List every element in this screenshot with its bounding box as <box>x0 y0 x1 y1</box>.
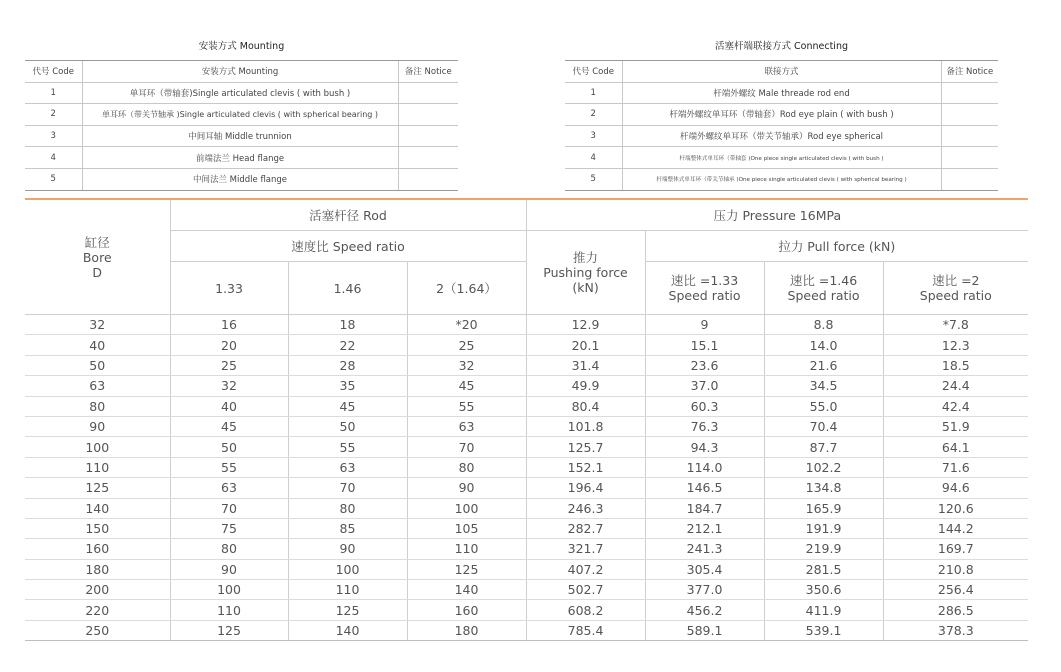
rod-146-cell: 80 <box>288 498 407 518</box>
table-row <box>25 478 1028 498</box>
rod-2-cell: 25 <box>407 335 526 355</box>
desc-cell: 中间法兰 Middle flange <box>82 168 398 190</box>
pull-2-cell: 12.3 <box>883 335 1028 355</box>
table-row <box>565 168 998 190</box>
pull-146-cell: 14.0 <box>764 335 883 355</box>
push-label-unit: (kN) <box>572 280 599 295</box>
pull-2-cell: 64.1 <box>883 437 1028 457</box>
table-row <box>565 104 998 126</box>
table-row <box>25 498 1028 518</box>
rod-146-cell: 100 <box>288 559 407 579</box>
push-label-cn: 推力 <box>573 250 599 265</box>
bore-cell: 250 <box>25 620 170 640</box>
rod-2-cell: 180 <box>407 620 526 640</box>
bore-label-cn: 缸径 <box>84 234 110 250</box>
pull-col-3-a: 速比 =2 <box>932 273 980 288</box>
push-cell: 20.1 <box>526 335 645 355</box>
pull-146-cell: 411.9 <box>764 600 883 620</box>
table-row <box>565 125 998 147</box>
table-row <box>25 518 1028 538</box>
desc-cell: 杆端整体式单耳环（带关节轴承 )One piece single articulated clevis ( with spherical bearing ) <box>622 168 941 190</box>
desc-cell: 单耳环（带关节轴承 )Single articulated clevis ( with spherical bearing ) <box>82 104 398 126</box>
rod-133-cell: 45 <box>170 416 288 436</box>
bore-cell: 125 <box>25 478 170 498</box>
pull-col-2 <box>764 262 883 315</box>
rod-133-cell: 32 <box>170 376 288 396</box>
pull-133-cell: 146.5 <box>645 478 764 498</box>
pull-col-3 <box>883 262 1028 315</box>
rod-133-cell: 63 <box>170 478 288 498</box>
rod-2-cell: 90 <box>407 478 526 498</box>
header-code: 代号 Code <box>25 61 82 83</box>
table-row <box>25 600 1028 620</box>
rod-133-cell: 90 <box>170 559 288 579</box>
desc-cell: 中间耳轴 Middle trunnion <box>82 125 398 147</box>
desc-cell: 杆端整体式单耳环（带轴套 )One piece single articulated clevis ( with bush ) <box>622 147 941 169</box>
rod-146-cell: 28 <box>288 355 407 375</box>
rod-2-cell: 45 <box>407 376 526 396</box>
pull-146-cell: 191.9 <box>764 518 883 538</box>
rod-146-cell: 110 <box>288 580 407 600</box>
pull-146-cell: 134.8 <box>764 478 883 498</box>
notice-cell <box>941 147 998 169</box>
rod-2-cell: 55 <box>407 396 526 416</box>
bore-cell: 80 <box>25 396 170 416</box>
rod-146-cell: 35 <box>288 376 407 396</box>
table-row <box>25 457 1028 477</box>
rod-2-cell: 125 <box>407 559 526 579</box>
code-cell: 1 <box>565 82 622 104</box>
notice-cell <box>398 104 458 126</box>
table-row <box>25 559 1028 579</box>
push-cell: 608.2 <box>526 600 645 620</box>
pull-146-cell: 102.2 <box>764 457 883 477</box>
pull-2-cell: 256.4 <box>883 580 1028 600</box>
notice-cell <box>398 168 458 190</box>
desc-cell: 杆端外螺纹单耳环（带轴套）Rod eye plain ( with bush ) <box>622 104 941 126</box>
ratio-col-1: 1.33 <box>170 262 288 315</box>
rod-2-cell: 32 <box>407 355 526 375</box>
rod-133-cell: 80 <box>170 539 288 559</box>
table-row <box>25 168 458 190</box>
pull-133-cell: 9 <box>645 315 764 335</box>
pull-146-cell: 55.0 <box>764 396 883 416</box>
table-row <box>25 82 458 104</box>
push-force-header <box>526 231 645 315</box>
pull-2-cell: 51.9 <box>883 416 1028 436</box>
desc-cell: 杆端外螺纹 Male threade rod end <box>622 82 941 104</box>
table-row <box>565 147 998 169</box>
pull-2-cell: 286.5 <box>883 600 1028 620</box>
notice-cell <box>398 125 458 147</box>
rod-146-cell: 70 <box>288 478 407 498</box>
pull-col-2-a: 速比 =1.46 <box>789 273 858 288</box>
header-code: 代号 Code <box>565 61 622 83</box>
pressure-table-body <box>25 315 1028 641</box>
pull-col-1 <box>645 262 764 315</box>
bore-cell: 100 <box>25 437 170 457</box>
header-mounting: 安装方式 Mounting <box>82 61 398 83</box>
pull-2-cell: 378.3 <box>883 620 1028 640</box>
bore-cell: 40 <box>25 335 170 355</box>
pull-col-3-b: Speed ratio <box>919 288 992 303</box>
notice-cell <box>941 125 998 147</box>
rod-146-cell: 140 <box>288 620 407 640</box>
desc-cell: 前端法兰 Head flange <box>82 147 398 169</box>
rod-2-cell: 100 <box>407 498 526 518</box>
rod-2-cell: 160 <box>407 600 526 620</box>
rod-133-cell: 70 <box>170 498 288 518</box>
push-cell: 125.7 <box>526 437 645 457</box>
rod-2-cell: 63 <box>407 416 526 436</box>
pull-133-cell: 60.3 <box>645 396 764 416</box>
code-cell: 3 <box>25 125 82 147</box>
table-row <box>565 82 998 104</box>
connecting-title: 活塞杆端联接方式 Connecting <box>715 41 848 52</box>
rod-133-cell: 20 <box>170 335 288 355</box>
rod-146-cell: 63 <box>288 457 407 477</box>
rod-133-cell: 125 <box>170 620 288 640</box>
code-cell: 2 <box>25 104 82 126</box>
bore-cell: 160 <box>25 539 170 559</box>
rod-146-cell: 125 <box>288 600 407 620</box>
table-row <box>25 437 1028 457</box>
bore-label-en: Bore <box>82 249 112 265</box>
rod-146-cell: 18 <box>288 315 407 335</box>
header-row-2 <box>25 231 1028 262</box>
table-row <box>25 580 1028 600</box>
push-cell: 80.4 <box>526 396 645 416</box>
bore-cell: 32 <box>25 315 170 335</box>
bore-cell: 140 <box>25 498 170 518</box>
table-row <box>25 315 1028 335</box>
rod-146-cell: 50 <box>288 416 407 436</box>
bore-label-d: D <box>92 264 103 280</box>
ratio-col-3: 2（1.64） <box>407 262 526 315</box>
pull-146-cell: 8.8 <box>764 315 883 335</box>
pull-133-cell: 184.7 <box>645 498 764 518</box>
rod-133-cell: 50 <box>170 437 288 457</box>
pull-146-cell: 70.4 <box>764 416 883 436</box>
code-cell: 5 <box>565 168 622 190</box>
table-row <box>25 147 458 169</box>
pull-146-cell: 350.6 <box>764 580 883 600</box>
bore-cell: 90 <box>25 416 170 436</box>
code-cell: 4 <box>25 147 82 169</box>
pull-146-cell: 87.7 <box>764 437 883 457</box>
header-notice: 备注 Notice <box>398 61 458 83</box>
pull-col-1-a: 速比 =1.33 <box>670 273 739 288</box>
push-cell: 31.4 <box>526 355 645 375</box>
code-cell: 1 <box>25 82 82 104</box>
pull-133-cell: 456.2 <box>645 600 764 620</box>
rod-146-cell: 90 <box>288 539 407 559</box>
pull-col-2-b: Speed ratio <box>787 288 860 303</box>
push-cell: 502.7 <box>526 580 645 600</box>
push-cell: 246.3 <box>526 498 645 518</box>
push-cell: 196.4 <box>526 478 645 498</box>
rod-133-cell: 16 <box>170 315 288 335</box>
table-row <box>25 355 1028 375</box>
rod-2-cell: 140 <box>407 580 526 600</box>
pull-146-cell: 34.5 <box>764 376 883 396</box>
code-cell: 2 <box>565 104 622 126</box>
rod-133-cell: 110 <box>170 600 288 620</box>
push-cell: 407.2 <box>526 559 645 579</box>
push-label-en: Pushing force <box>543 265 628 280</box>
desc-cell: 杆端外螺纹单耳环（带关节轴承）Rod eye spherical <box>622 125 941 147</box>
pull-133-cell: 241.3 <box>645 539 764 559</box>
pull-133-cell: 212.1 <box>645 518 764 538</box>
rod-133-cell: 100 <box>170 580 288 600</box>
rod-2-cell: 110 <box>407 539 526 559</box>
pressure-header: 压力 Pressure 16MPa <box>526 199 1028 231</box>
bore-header <box>25 199 170 315</box>
table-row <box>25 416 1028 436</box>
pull-col-1-b: Speed ratio <box>668 288 741 303</box>
pull-133-cell: 37.0 <box>645 376 764 396</box>
pull-force-header: 拉力 Pull force (kN) <box>645 231 1028 262</box>
push-cell: 152.1 <box>526 457 645 477</box>
rod-2-cell: 70 <box>407 437 526 457</box>
rod-2-cell: *20 <box>407 315 526 335</box>
header-notice: 备注 Notice <box>941 61 998 83</box>
rod-2-cell: 105 <box>407 518 526 538</box>
pull-2-cell: 144.2 <box>883 518 1028 538</box>
table-row <box>25 396 1028 416</box>
pull-2-cell: 94.6 <box>883 478 1028 498</box>
table-row <box>25 335 1028 355</box>
connecting-table <box>565 60 998 191</box>
bore-cell: 110 <box>25 457 170 477</box>
rod-133-cell: 25 <box>170 355 288 375</box>
pull-2-cell: 42.4 <box>883 396 1028 416</box>
speed-ratio-header: 速度比 Speed ratio <box>170 231 526 262</box>
rod-133-cell: 75 <box>170 518 288 538</box>
pull-146-cell: 165.9 <box>764 498 883 518</box>
bore-cell: 63 <box>25 376 170 396</box>
bore-cell: 50 <box>25 355 170 375</box>
rod-133-cell: 55 <box>170 457 288 477</box>
bore-cell: 180 <box>25 559 170 579</box>
pull-2-cell: 71.6 <box>883 457 1028 477</box>
mounting-title: 安装方式 Mounting <box>198 41 285 52</box>
pull-133-cell: 589.1 <box>645 620 764 640</box>
table-row <box>25 539 1028 559</box>
table-row <box>25 620 1028 640</box>
ratio-col-2: 1.46 <box>288 262 407 315</box>
code-cell: 3 <box>565 125 622 147</box>
rod-header: 活塞杆径 Rod <box>170 199 526 231</box>
pull-133-cell: 377.0 <box>645 580 764 600</box>
pull-146-cell: 539.1 <box>764 620 883 640</box>
header-row-1 <box>25 199 1028 231</box>
notice-cell <box>398 82 458 104</box>
pull-133-cell: 15.1 <box>645 335 764 355</box>
bore-cell: 200 <box>25 580 170 600</box>
notice-cell <box>941 168 998 190</box>
pull-146-cell: 21.6 <box>764 355 883 375</box>
connecting-header-row <box>565 61 998 83</box>
pull-2-cell: 24.4 <box>883 376 1028 396</box>
header-connecting: 联接方式 <box>622 61 941 83</box>
notice-cell <box>941 104 998 126</box>
pull-2-cell: *7.8 <box>883 315 1028 335</box>
notice-cell <box>941 82 998 104</box>
mounting-header-row <box>25 61 458 83</box>
code-cell: 4 <box>565 147 622 169</box>
bore-cell: 220 <box>25 600 170 620</box>
desc-cell: 单耳环（带轴套)Single articulated clevis ( with bush ) <box>82 82 398 104</box>
rod-146-cell: 22 <box>288 335 407 355</box>
pull-133-cell: 94.3 <box>645 437 764 457</box>
table-row <box>25 376 1028 396</box>
rod-2-cell: 80 <box>407 457 526 477</box>
rod-133-cell: 40 <box>170 396 288 416</box>
rod-146-cell: 45 <box>288 396 407 416</box>
pull-133-cell: 76.3 <box>645 416 764 436</box>
rod-146-cell: 55 <box>288 437 407 457</box>
notice-cell <box>398 147 458 169</box>
pull-146-cell: 281.5 <box>764 559 883 579</box>
push-cell: 785.4 <box>526 620 645 640</box>
pull-2-cell: 120.6 <box>883 498 1028 518</box>
rod-146-cell: 85 <box>288 518 407 538</box>
push-cell: 321.7 <box>526 539 645 559</box>
pull-133-cell: 23.6 <box>645 355 764 375</box>
mounting-table <box>25 60 458 191</box>
pull-146-cell: 219.9 <box>764 539 883 559</box>
push-cell: 101.8 <box>526 416 645 436</box>
pull-2-cell: 18.5 <box>883 355 1028 375</box>
push-cell: 49.9 <box>526 376 645 396</box>
pull-133-cell: 114.0 <box>645 457 764 477</box>
table-row <box>25 125 458 147</box>
code-cell: 5 <box>25 168 82 190</box>
pull-2-cell: 210.8 <box>883 559 1028 579</box>
pull-2-cell: 169.7 <box>883 539 1028 559</box>
bore-cell: 150 <box>25 518 170 538</box>
table-row <box>25 104 458 126</box>
push-cell: 282.7 <box>526 518 645 538</box>
pull-133-cell: 305.4 <box>645 559 764 579</box>
push-cell: 12.9 <box>526 315 645 335</box>
pressure-table <box>25 198 1028 641</box>
